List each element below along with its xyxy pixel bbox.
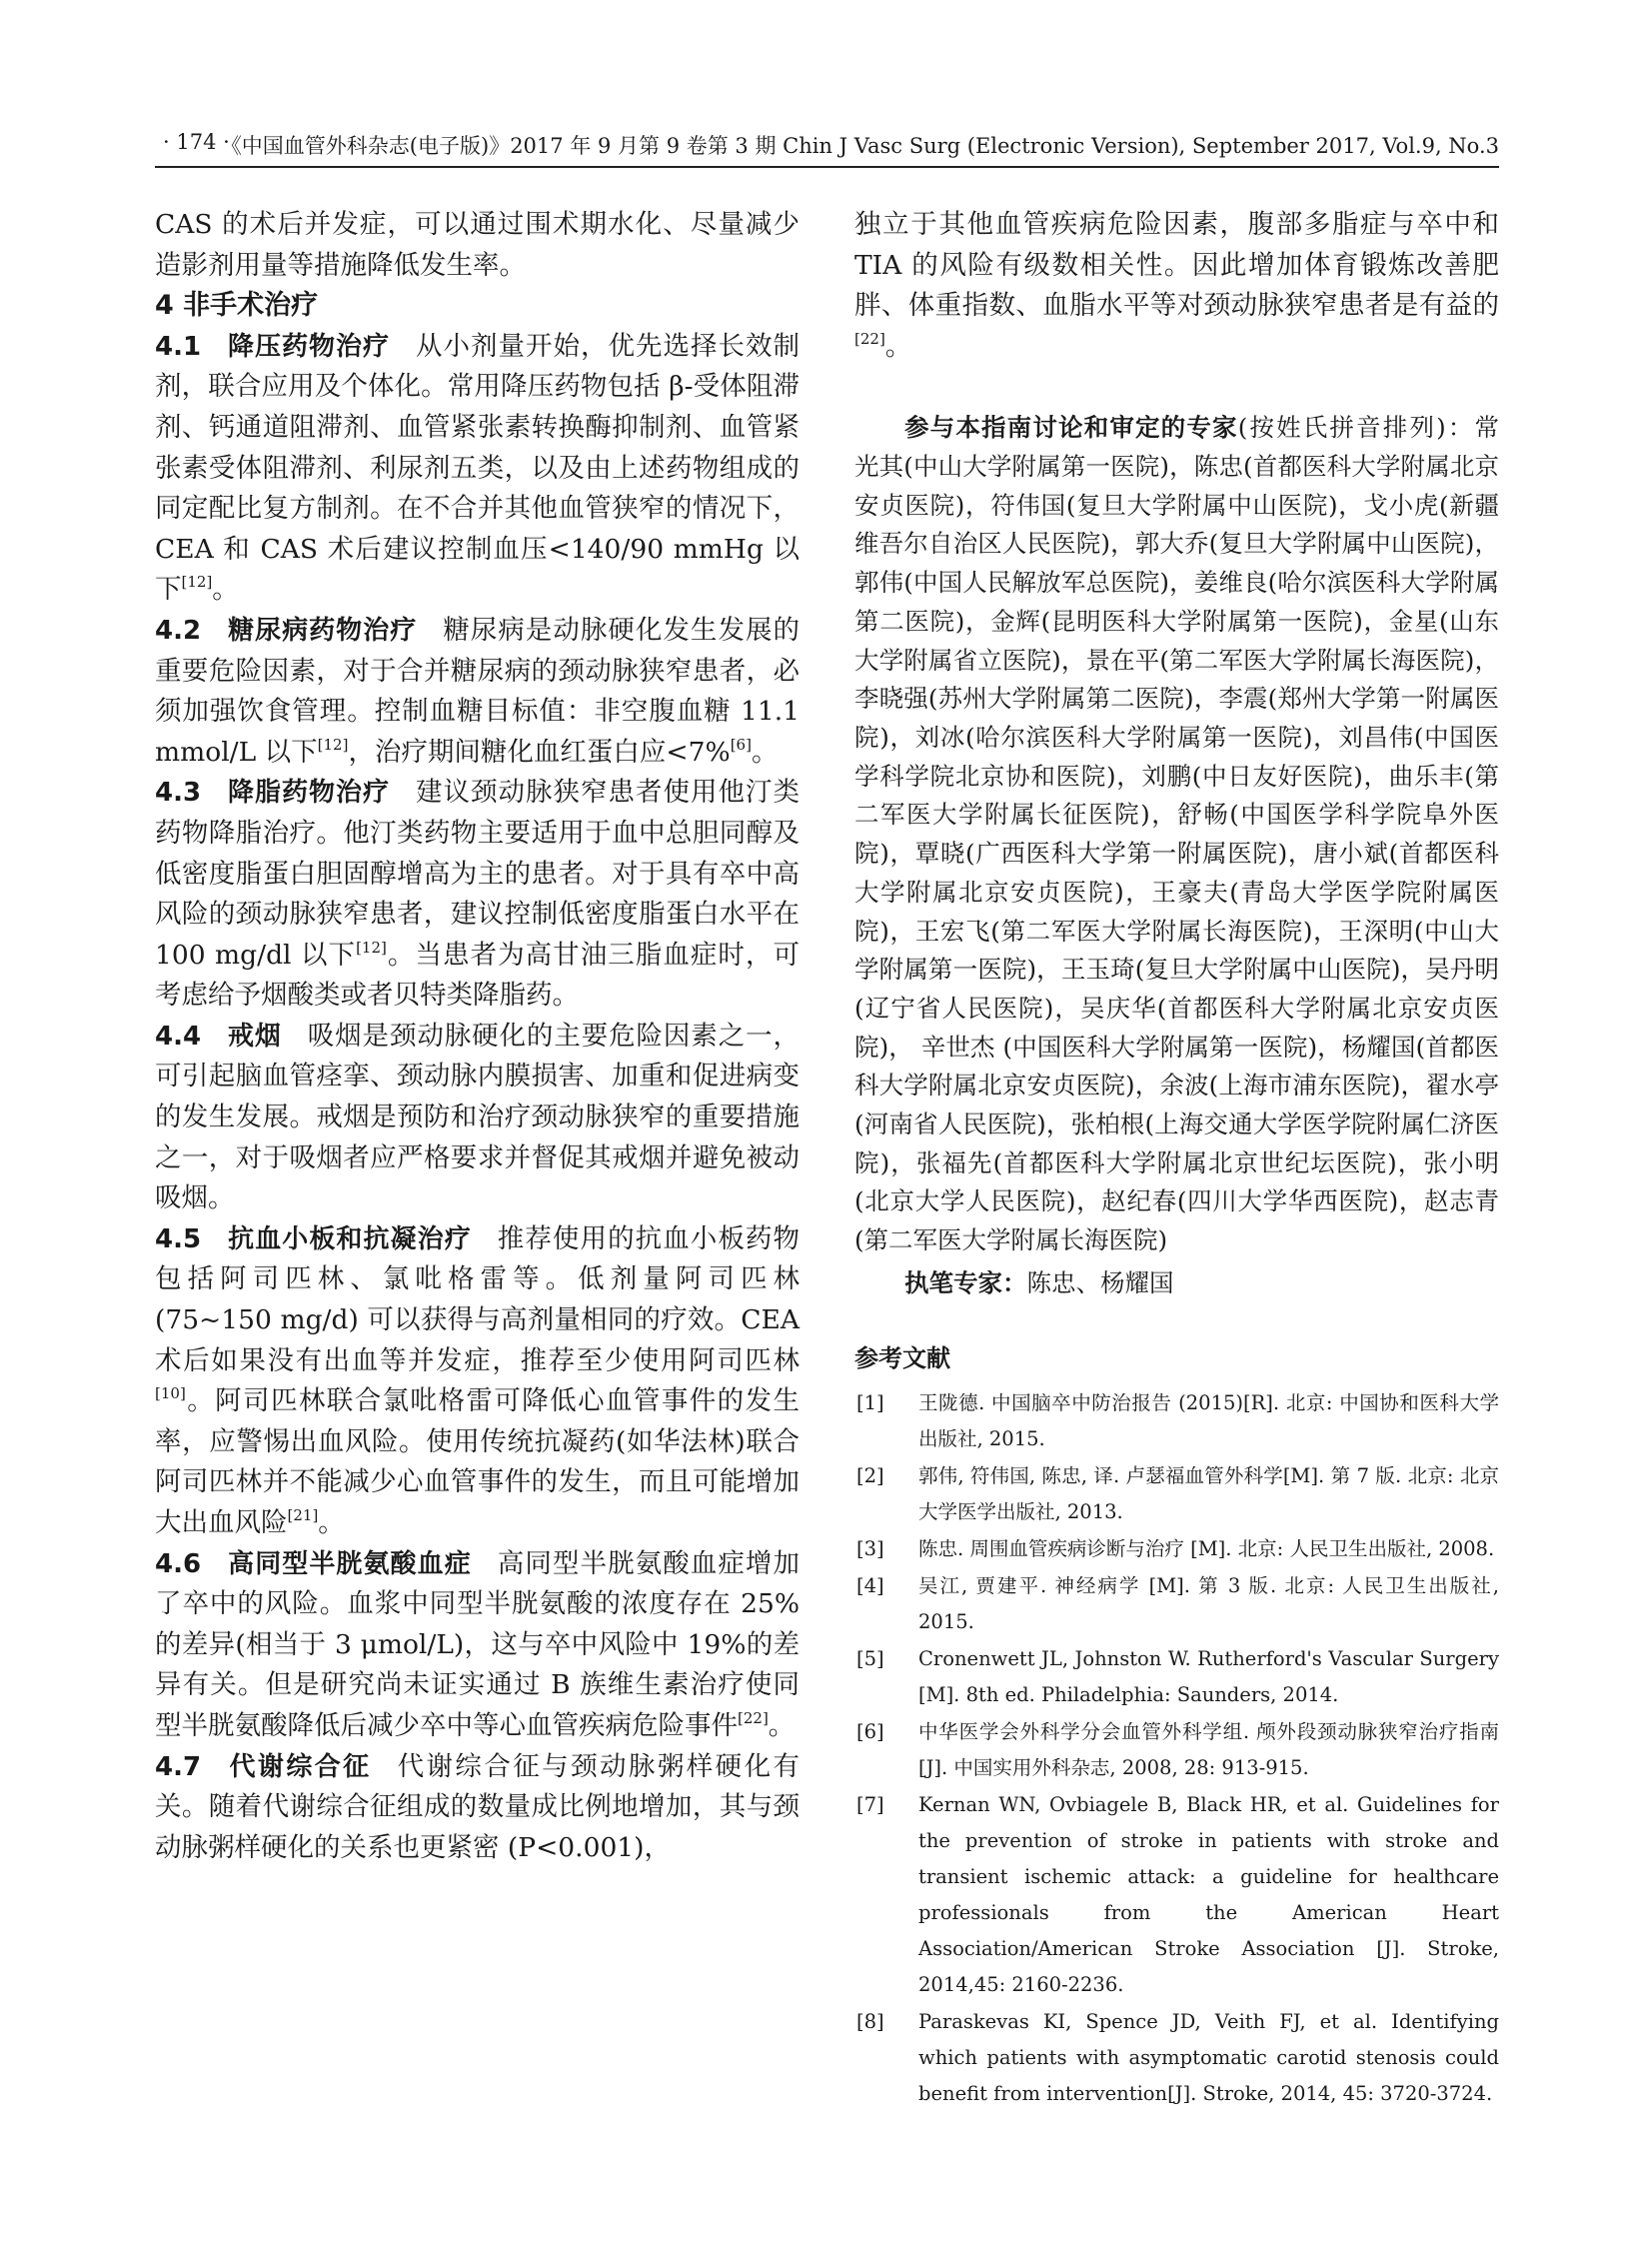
page-number: · 174 · [163, 130, 230, 154]
section-4-7-text: 代谢综合征与颈动脉粥样硬化有关。随着代谢综合征组成的数量成比例地增加，其与颈动脉粥样硬化的关系也更紧密 (P<0.001)， [155, 1750, 800, 1863]
section-4-5: 4.5 抗血小板和抗凝治疗 推荐使用的抗血小板药物包括阿司匹林、氯吡格雷等。低剂量阿司匹林(75~150 mg/d) 可以获得与高剂量相同的疗效。CEA 术后如果没有出血等并发症，推荐至少使用阿司匹林 [10]。阿司匹林联合氯吡格雷可降低心血管事件的发生率，应警惕出血风险。使用传统抗凝药(如华法林)联合阿司匹林并不能减少心血管事件的发生，而且可能增加大出血风险[21]。 [155, 1222, 800, 1538]
reference-item [854, 1714, 1499, 1786]
citation: [22] [854, 329, 885, 348]
section-4-2: 4.2 糖尿病药物治疗 糖尿病是动脉硬化发生发展的重要危险因素，对于合并糖尿病的颈动脉狭窄患者，必须加强饮食管理。控制血糖目标值：非空腹血糖 11.1 mmol/L 以下[12]，治疗期间糖化血红蛋白应<7%[6]。 [155, 614, 800, 768]
running-header [155, 120, 1499, 168]
section-4-3: 4.3 降脂药物治疗 建议颈动脉狭窄患者使用他汀类药物降脂治疗。他汀类药物主要适用于血中总胆同醇及低密度脂蛋白胆固醇增高为主的患者。对于具有卒中高风险的颈动脉狭窄患者，建议控制低密度脂蛋白水平在 100 mg/dl 以下[12]。当患者为高甘油三脂血症时，可考虑给予烟酸类或者贝特类降脂药。 [155, 777, 801, 1012]
section-heading-4: 4 非手术治疗 [155, 290, 319, 322]
citation: [6] [730, 735, 752, 754]
section-4-6: 4.6 高同型半胱氨酸血症 高同型半胱氨酸血症增加了卒中的风险。血浆中同型半胱氨酸的浓度存在 25%的差异(相当于 3 μmol/L)，这与卒中风险中 19%的差异有关。但是研究尚未证实通过 B 族维生素治疗使同型半胱氨酸降低后减少卒中等心血管疾病危险事件[22]。 [155, 1547, 800, 1741]
writing-experts-names: 陈忠、杨耀国 [1026, 1267, 1174, 1297]
paragraph-continuation: 独立于其他血管疾病危险因素，腹部多脂症与卒中和 TIA 的风险有级数相关性。因此增加体育锻炼改善肥胖、体重指数、血脂水平等对颈动脉狭窄患者是有益的[22]。 [854, 209, 1499, 362]
reference-item [854, 1641, 1499, 1713]
section-4-4-heading: 4.4 戒烟 [155, 1021, 282, 1052]
section-4-4 [155, 1017, 800, 1219]
citation: [10] [155, 1384, 186, 1403]
section-4-6-heading: 4.6 高同型半胱氨酸血症 [155, 1548, 472, 1579]
journal-citation: 《中国血管外科杂志(电子版)》2017 年 9 月第 9 卷第 3 期 Chin J Vasc Surg (Electronic Version), September 2017, Vol.9, No.3 [220, 134, 1499, 158]
reference-number: [4] [856, 1573, 884, 1597]
section-4-1-heading: 4.1 降压药物治疗 [155, 331, 391, 362]
reference-item [854, 1787, 1499, 2003]
reference-list [854, 1385, 1499, 2112]
citation: [21] [287, 1506, 319, 1524]
reference-item [854, 1385, 1499, 1457]
section-4-6-text: 高同型半胱氨酸血症增加了卒中的风险。血浆中同型半胱氨酸的浓度存在 25%的差异(相当于 3 μmol/L)，这与卒中风险中 19%的差异有关。但是研究尚未证实通过 B 族维生素治疗使同型半胱氨酸降低后减少卒中等心血管疾病危险事件 [155, 1547, 800, 1741]
expert-list-title: 参与本指南讨论和审定的专家 [904, 413, 1238, 443]
section-4-7 [155, 1747, 800, 1869]
reference-number: [3] [856, 1536, 884, 1560]
paragraph-cas: CAS 的术后并发症，可以通过围术期水化、尽量减少造影剂用量等措施降低发生率。 [155, 209, 800, 281]
section-4-5-text: 推荐使用的抗血小板药物包括阿司匹林、氯吡格雷等。低剂量阿司匹林(75~150 mg/d) 可以获得与高剂量相同的疗效。CEA 术后如果没有出血等并发症，推荐至少使用阿司匹林 [155, 1222, 800, 1376]
citation: [12] [356, 938, 387, 957]
reference-number: [8] [856, 2009, 884, 2033]
right-column [854, 205, 1499, 2113]
reference-item [854, 1568, 1499, 1640]
left-column [155, 205, 800, 1868]
reference-item [854, 2004, 1499, 2112]
reference-item [854, 1458, 1499, 1530]
expert-list-note: (按姓氏拼音排列)： [1237, 413, 1475, 443]
references-heading: 参考文献 [854, 1343, 950, 1372]
citation: [12] [317, 735, 349, 754]
section-4-4-text: 吸烟是颈动脉硬化的主要危险因素之一，可引起脑血管痉挛、颈动脉内膜损害、加重和促进病变的发生发展。戒烟是预防和治疗颈动脉狭窄的重要措施之一，对于吸烟者应严格要求并督促其戒烟并避免被动吸烟。 [155, 1020, 800, 1214]
section-4-1-text: 从小剂量开始，优先选择长效制剂，联合应用及个体化。常用降压药物包括 β-受体阻滞剂、钙通道阻滞剂、血管紧张素转换酶抑制剂、血管紧张素受体阻滞剂、利尿剂五类，以及由上述药物组成的同定配比复方制剂。在不合并其他血管狭窄的情况下，CEA 和 CAS 术后建议控制血压<140/90 mmHg 以下 [155, 330, 800, 606]
citation: [12] [181, 573, 213, 592]
reference-number: [1] [856, 1390, 884, 1414]
reference-text: Paraskevas KI, Spence JD, Veith FJ, et al. Identifying which patients with asymptomatic carotid stenosis could benefit from intervention[J]. Stroke, 2014, 45: 3720-3724. [918, 2009, 1499, 2105]
reference-text: 郭伟, 符伟国, 陈忠, 译. 卢瑟福血管外科学[M]. 第 7 版. 北京: 北京大学医学出版社, 2013. [918, 1463, 1499, 1523]
section-4-3-text: 建议颈动脉狭窄患者使用他汀类药物降脂治疗。他汀类药物主要适用于血中总胆同醇及低密度脂蛋白胆固醇增高为主的患者。对于具有卒中高风险的颈动脉狭窄患者，建议控制低密度脂蛋白水平在 100 mg/dl 以下 [155, 777, 800, 971]
reference-number: [2] [856, 1463, 884, 1487]
writing-experts [854, 1264, 1499, 1303]
reference-text: 陈忠. 周围血管疾病诊断与治疗 [M]. 北京: 人民卫生出版社, 2008. [918, 1536, 1495, 1560]
citation: [22] [738, 1708, 769, 1727]
section-4-1: 4.1 降压药物治疗 从小剂量开始，优先选择长效制剂，联合应用及个体化。常用降压药物包括 β-受体阻滞剂、钙通道阻滞剂、血管紧张素转换酶抑制剂、血管紧张素受体阻滞剂、利尿剂五类，以及由上述药物组成的同定配比复方制剂。在不合并其他血管狭窄的情况下，CEA 和 CAS 术后建议控制血压<140/90 mmHg 以下[12]。 [155, 330, 800, 606]
section-4-2-heading: 4.2 糖尿病药物治疗 [155, 615, 418, 646]
reference-text: 王陇德. 中国脑卒中防治报告 (2015)[R]. 北京: 中国协和医科大学出版社, 2015. [918, 1390, 1499, 1450]
expert-list [854, 409, 1499, 1259]
reference-text: Cronenwett JL, Johnston W. Rutherford's Vascular Surgery [M]. 8th ed. Philadelphia: Saunders, 2014. [918, 1646, 1499, 1706]
reference-item [854, 1531, 1499, 1567]
section-4-3-heading: 4.3 降脂药物治疗 [155, 778, 391, 809]
reference-number: [7] [856, 1792, 884, 1816]
reference-text: 吴江, 贾建平. 神经病学 [M]. 第 3 版. 北京: 人民卫生出版社, 2015. [918, 1573, 1499, 1633]
reference-number: [6] [856, 1719, 884, 1743]
section-4-5-heading: 4.5 抗血小板和抗凝治疗 [155, 1223, 472, 1254]
writing-experts-label: 执笔专家： [904, 1267, 1027, 1297]
section-4-2-text: 糖尿病是动脉硬化发生发展的重要危险因素，对于合并糖尿病的颈动脉狭窄患者，必须加强饮食管理。控制血糖目标值：非空腹血糖 11.1 mmol/L 以下 [155, 614, 800, 768]
section-4-7-heading: 4.7 代谢综合征 [155, 1751, 372, 1782]
expert-names: 常光其(中山大学附属第一医院)，陈忠(首都医科大学附属北京安贞医院)，符伟国(复旦大学附属中山医院)，戈小虎(新疆维吾尔自治区人民医院)，郭大乔(复旦大学附属中山医院)，郭伟(中国人民解放军总医院)，姜维良(哈尔滨医科大学附属第二医院)，金辉(昆明医科大学附属第一医院)，金星(山东大学附属省立医院)，景在平(第二军医大学附属长海医院)，李晓强(苏州大学附属第二医院)，李震(郑州大学第一附属医院)，刘冰(哈尔滨医科大学附属第一医院)，刘昌伟(中国医学科学院北京协和医院)，刘鹏(中日友好医院)，曲乐丰(第二军医大学附属长征医院)，舒畅(中国医学科学院阜外医院)，覃晓(广西医科大学第一附属医院)，唐小斌(首都医科大学附属北京安贞医院)，王豪夫(青岛大学医学院附属医院)，王宏飞(第二军医大学附属长海医院)，王深明(中山大学附属第一医院)，王玉琦(复旦大学附属中山医院)，吴丹明(辽宁省人民医院)，吴庆华(首都医科大学附属北京安贞医院)， 辛世杰 (中国医科大学附属第一医院)，杨耀国(首都医科大学附属北京安贞医院)，余波(上海市浦东医院)，翟水亭(河南省人民医院)，张柏根(上海交通大学医学院附属仁济医院)，张福先(首都医科大学附属北京世纪坛医院)，张小明(北京大学人民医院)，赵纪春(四川大学华西医院)，赵志青(第二军医大学附属长海医院) [854, 413, 1500, 1255]
reference-text: Kernan WN, Ovbiagele B, Black HR, et al. Guidelines for the prevention of stroke in patients with stroke and transient ischemic attack: a guideline for healthcare professionals from the American Heart Association/American Stroke Association [J]. Stroke, 2014,45: 2160-2236. [918, 1792, 1499, 1996]
reference-number: [5] [856, 1646, 884, 1670]
reference-text: 中华医学会外科学分会血管外科学组. 颅外段颈动脉狭窄治疗指南[J]. 中国实用外科杂志, 2008, 28: 913-915. [918, 1719, 1499, 1779]
